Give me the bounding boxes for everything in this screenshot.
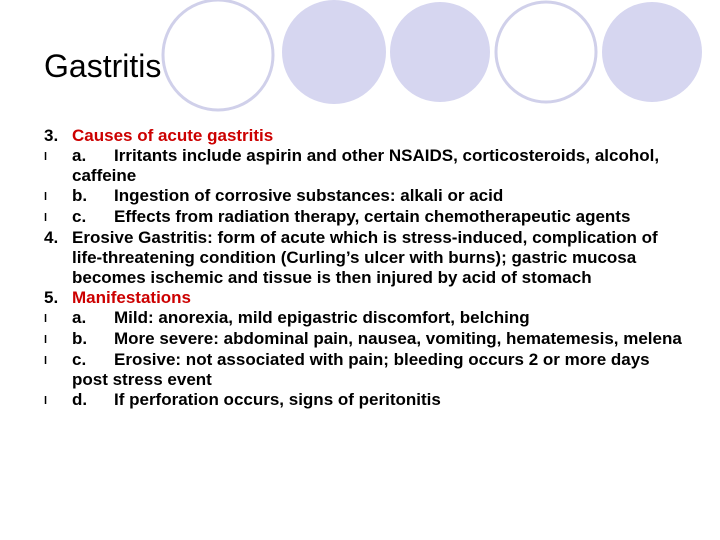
list-text: Irritants include aspirin and other NSAIDS, corticosteroids, alcohol, caffeine: [72, 146, 660, 185]
list-text: If perforation occurs, signs of peritonitis: [114, 390, 441, 409]
slide-content: [44, 126, 684, 411]
bullet-icon: l: [44, 191, 48, 203]
list-item: [44, 329, 684, 350]
list-text: Erosive Gastritis: form of acute which is stress-induced, complication of life-threatening condition (Curling’s ulcer with burns); gastric mucosa becomes ischemic and tissue is then injured by acid of stomach: [72, 228, 658, 287]
list-item: [44, 228, 684, 288]
list-number: 5.: [44, 288, 59, 307]
list-item: [44, 308, 684, 329]
list-item: [44, 186, 684, 207]
bullet-icon: l: [44, 334, 48, 346]
list-number: 3.: [44, 126, 59, 145]
decor-circle-2: [282, 0, 386, 104]
list-text: More severe: abdominal pain, nausea, vomiting, hematemesis, melena: [114, 329, 682, 348]
list-item: [44, 207, 684, 228]
list-text: Effects from radiation therapy, certain chemotherapeutic agents: [114, 207, 631, 226]
decor-circle-5: [602, 2, 702, 102]
sub-letter: b.: [72, 186, 88, 205]
sub-letter: a.: [72, 146, 87, 165]
list-text: Ingestion of corrosive substances: alkali or acid: [114, 186, 504, 205]
sub-letter: d.: [72, 390, 88, 409]
sub-letter: a.: [72, 308, 87, 327]
list-text: Causes of acute gastritis: [72, 126, 274, 145]
decor-circle-4: [496, 2, 596, 102]
list-item: [44, 146, 684, 186]
list-text: Manifestations: [72, 288, 192, 307]
bullet-icon: l: [44, 355, 48, 367]
slide-title: Gastritis: [44, 48, 162, 84]
sub-letter: c.: [72, 207, 87, 226]
list-item: [44, 126, 684, 146]
bullet-icon: l: [44, 313, 48, 325]
bullet-icon: l: [44, 395, 48, 407]
list-item: [44, 390, 684, 411]
bullet-icon: l: [44, 151, 48, 163]
bullet-icon: l: [44, 212, 48, 224]
list-text: Erosive: not associated with pain; bleeding occurs 2 or more days post stress event: [72, 350, 650, 389]
decor-circle-1: [163, 0, 273, 110]
sub-letter: b.: [72, 329, 88, 348]
list-item: [44, 350, 684, 390]
sub-letter: c.: [72, 350, 87, 369]
list-number: 4.: [44, 228, 59, 247]
decor-circle-3: [390, 2, 490, 102]
list-text: Mild: anorexia, mild epigastric discomfort, belching: [114, 308, 530, 327]
list-item: [44, 288, 684, 308]
